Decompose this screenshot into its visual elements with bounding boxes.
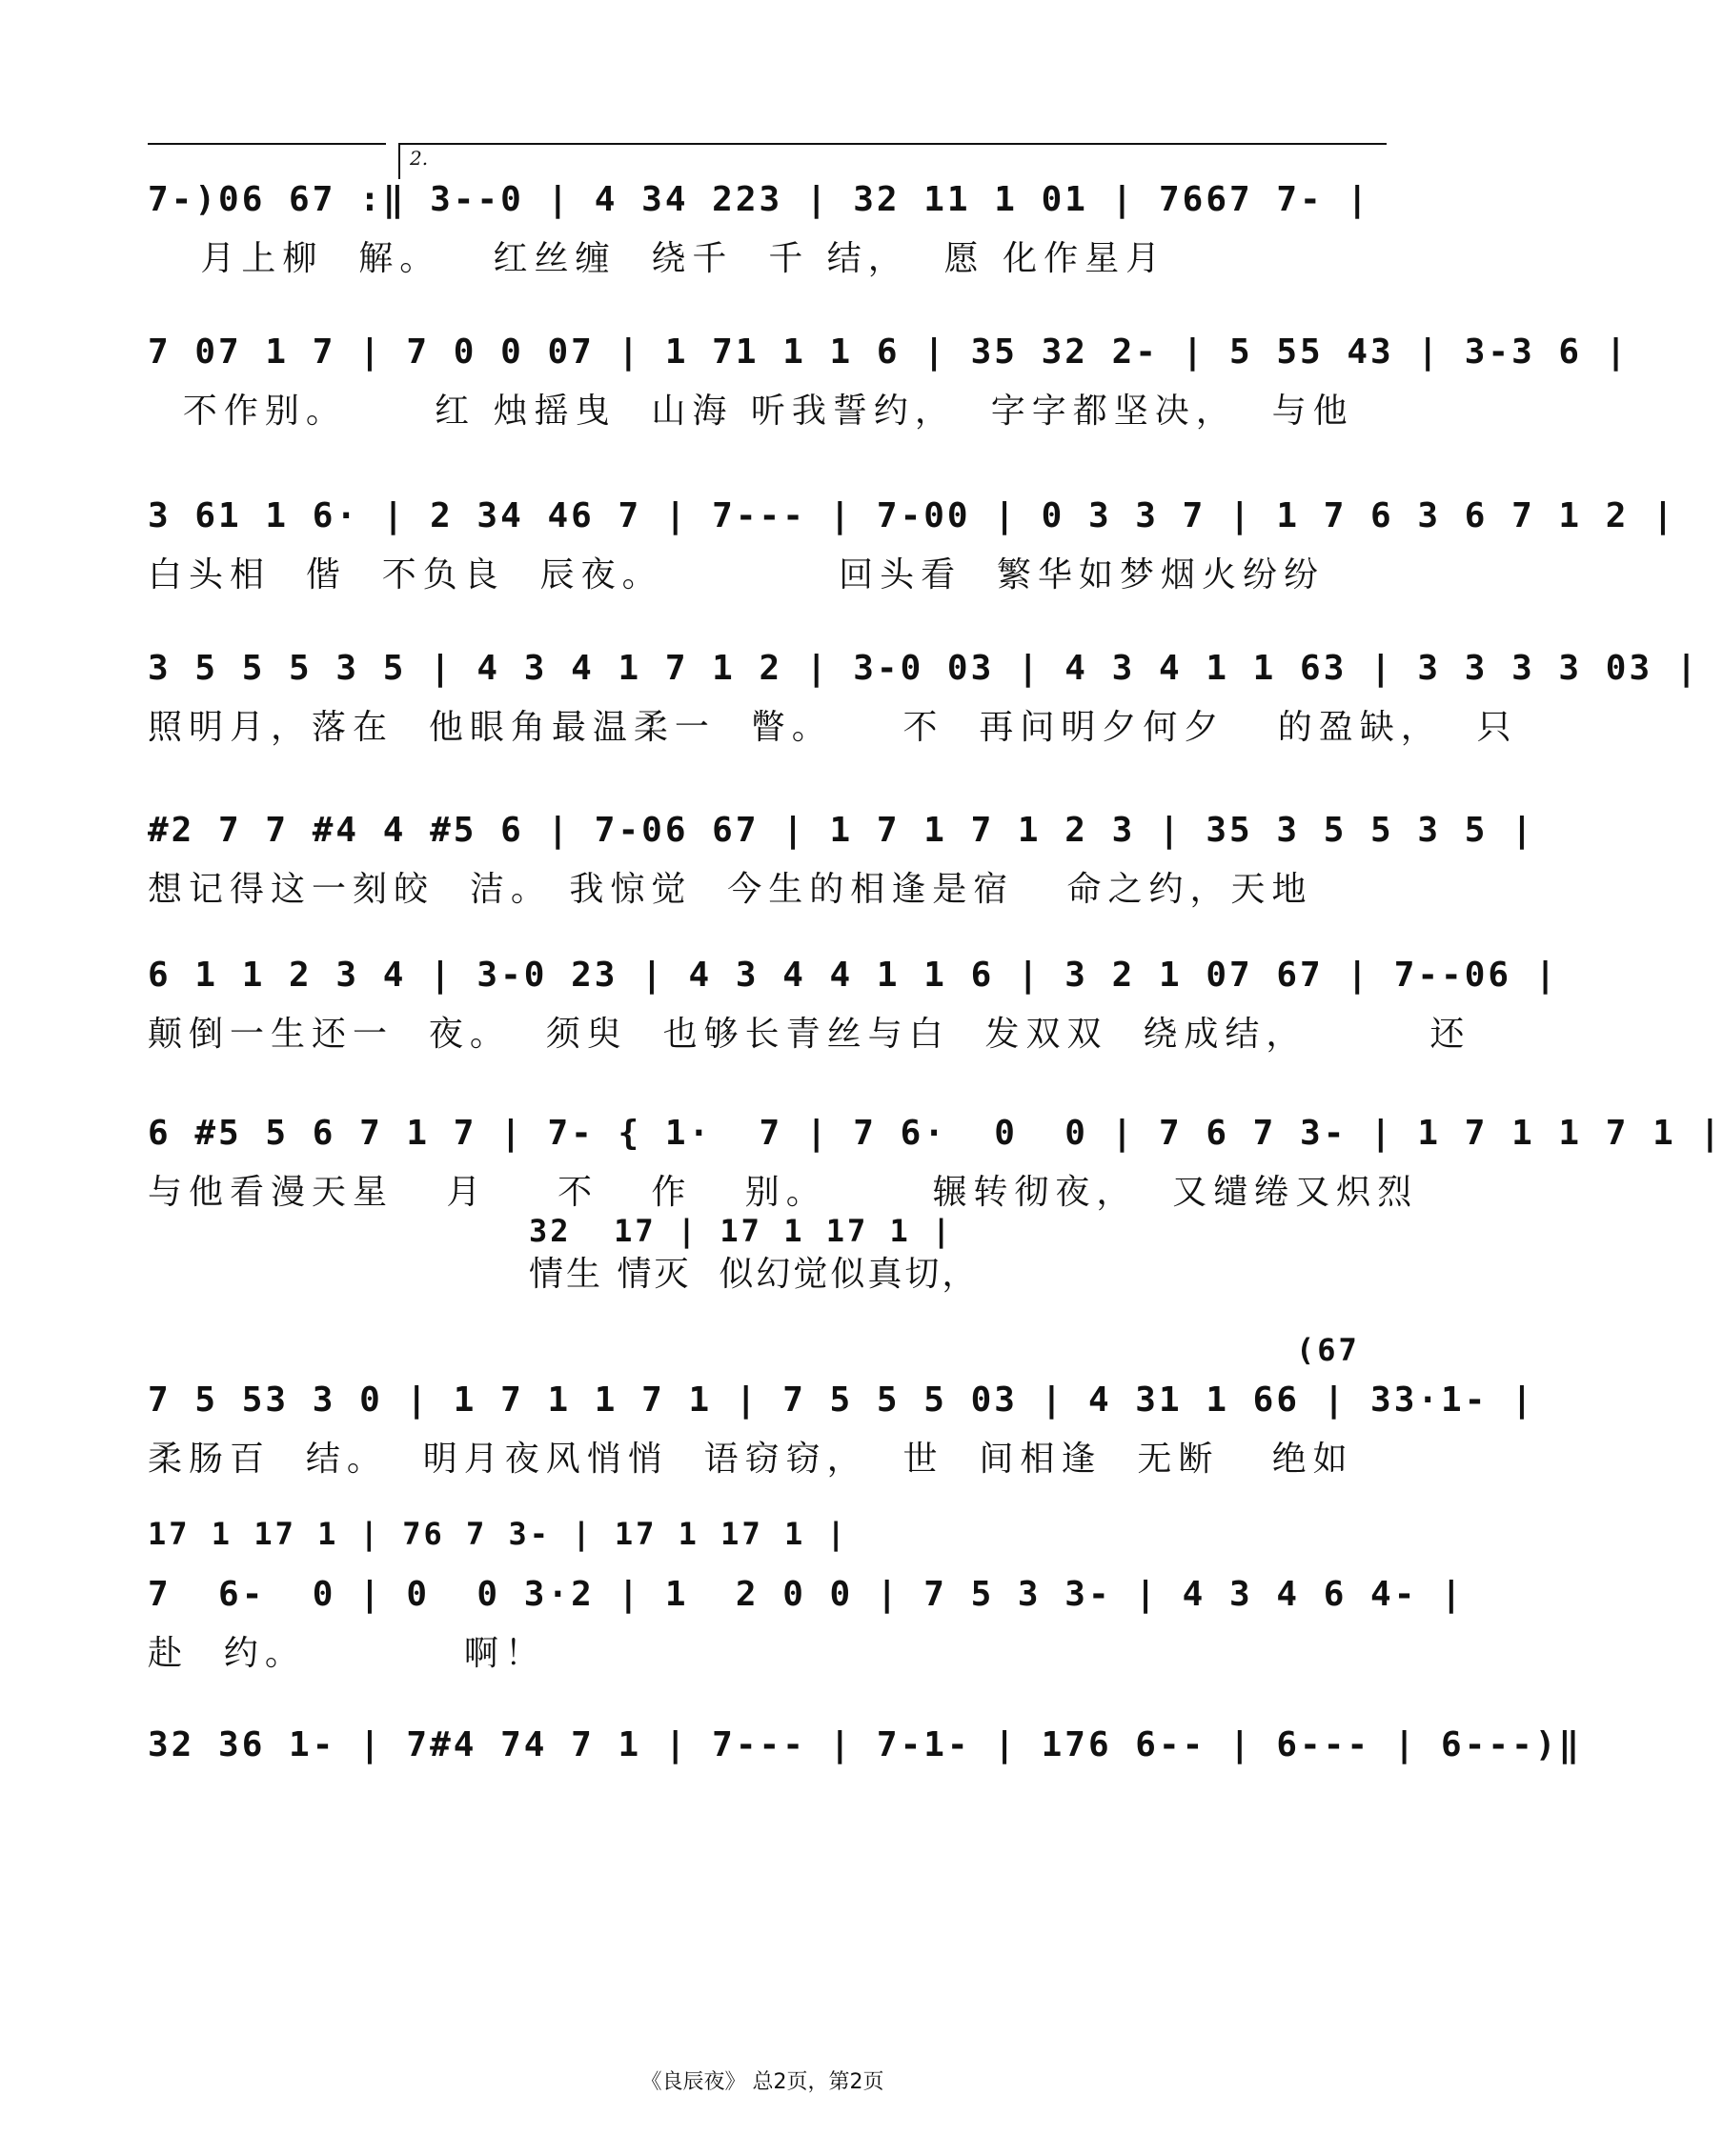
notes-line: 17 1 17 1 | 76 7 3- | 17 1 17 1 | (148, 1516, 848, 1552)
staff-line (148, 143, 386, 145)
notes-line: 32 36 1- | 7#4 74 7 1 | 7--- | 7-1- | 176 6-- | 6--- | 6---)‖ (148, 1725, 1583, 1764)
notes-line: 7 5 53 3 0 | 1 7 1 1 7 1 | 7 5 5 5 03 | 4 31 1 66 | 33·1- | (148, 1380, 1535, 1420)
lyrics-line: 与他看漫天星 月 不 作 别。 辗转彻夜， 又缱绻又炽烈 (148, 1173, 1419, 1212)
lyrics-line: 白头相 偕 不负良 辰夜。 回头看 繁华如梦烟火纷纷 (148, 555, 1325, 594)
notes-line: 6 1 1 2 3 4 | 3-0 23 | 4 3 4 4 1 1 6 | 3 2 1 07 67 | 7--06 | (148, 956, 1559, 995)
lyrics-line: 不作别。 红 烛摇曳 山海 听我誓约， 字字都坚决， 与他 (148, 392, 1354, 431)
notes-line: 6 #5 5 6 7 1 7 | 7- { 1· 7 | 7 6· 0 0 | 7 6 7 3- | 1 7 1 1 7 1 | (148, 1114, 1723, 1153)
notes-line: 3 61 1 6· | 2 34 46 7 | 7--- | 7-00 | 0 3 3 7 | 1 7 6 3 6 7 1 2 | (148, 496, 1676, 535)
volta-label: 2. (410, 147, 429, 170)
volta-bracket (398, 143, 400, 179)
cue-notes: (67 (1296, 1332, 1360, 1368)
alt-notes-line: 32 17 | 17 1 17 1 | (529, 1213, 954, 1249)
lyrics-line: 柔肠百 结。 明月夜风悄悄 语窃窃， 世 间相逢 无断 绝如 (148, 1440, 1354, 1479)
volta-bracket (398, 143, 1387, 145)
lyrics-line: 月上柳 解。 红丝缠 绕千 千 结， 愿 化作星月 (148, 239, 1167, 278)
lyrics-line: 照明月，落在 他眼角最温柔一 瞥。 不 再问明夕何夕 的盈缺， 只 (148, 708, 1518, 747)
lyrics-line: 想记得这一刻皎 洁。 我惊觉 今生的相逢是宿 命之约，天地 (148, 870, 1313, 909)
notes-line: 3 5 5 5 3 5 | 4 3 4 1 7 1 2 | 3-0 03 | 4 3 4 1 1 63 | 3 3 3 3 03 | (148, 649, 1700, 688)
alt-lyrics-line: 情生 情灭 似幻觉似真切， (529, 1255, 980, 1294)
notes-line: 7-)06 67 :‖ 3--0 | 4 34 223 | 32 11 1 01 | 7667 7- | (148, 180, 1371, 219)
page-footer: 《良辰夜》 总2页，第2页 (640, 2070, 884, 2094)
notes-line: #2 7 7 #4 4 #5 6 | 7-06 67 | 1 7 1 7 1 2 3 | 35 3 5 5 3 5 | (148, 811, 1535, 850)
notes-line: 7 07 1 7 | 7 0 0 07 | 1 71 1 1 6 | 35 32 2- | 5 55 43 | 3-3 6 | (148, 332, 1630, 372)
notes-line: 7 6- 0 | 0 0 3·2 | 1 2 0 0 | 7 5 3 3- | 4 3 4 6 4- | (148, 1575, 1465, 1614)
lyrics-line: 颠倒一生还一 夜。 须臾 也够长青丝与白 发双双 绕成结， 还 (148, 1015, 1471, 1054)
lyrics-line: 赴 约。 啊！ (148, 1634, 546, 1673)
